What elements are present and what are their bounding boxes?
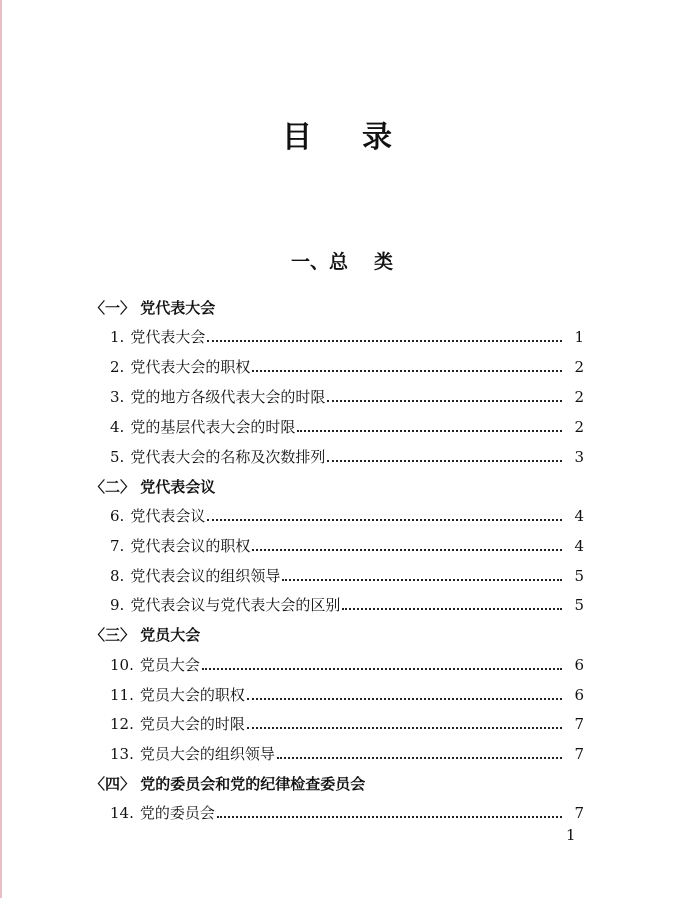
toc-leader-dots — [297, 429, 562, 432]
toc-leader-dots — [327, 459, 562, 462]
toc-entry[interactable] — [110, 416, 584, 438]
toc-entry-label: 党代表大会 — [130, 328, 206, 346]
toc-leader-dots — [247, 726, 562, 729]
toc-leader-dots — [217, 815, 562, 818]
toc-group-heading: 〈一〉 党代表大会 — [90, 299, 216, 317]
toc-entry-page: 6 — [574, 656, 584, 674]
toc-entry-label: 党代表大会的职权 — [130, 358, 251, 376]
toc-entry-label: 党代表大会的名称及次数排列 — [130, 448, 326, 466]
toc-entry-page: 1 — [574, 328, 584, 346]
toc-entry-label: 党员大会的时限 — [139, 715, 245, 733]
toc-entry-page: 7 — [574, 715, 584, 733]
toc-entry-page: 2 — [574, 418, 584, 436]
toc-entry[interactable] — [110, 684, 584, 706]
toc-leader-dots — [202, 667, 562, 670]
toc-entry-number: 11. — [110, 686, 134, 704]
toc-entry-number: 5. — [110, 448, 125, 466]
section-heading — [0, 247, 674, 274]
toc-entry-label: 党的委员会 — [139, 804, 215, 822]
toc-entry[interactable] — [110, 535, 584, 557]
toc-entry-number: 10. — [110, 656, 134, 674]
toc-entry-page: 5 — [574, 596, 584, 614]
toc-entry-label: 党的基层代表大会的时限 — [130, 418, 296, 436]
section-heading-part-1: 一、总 — [290, 251, 348, 273]
toc-leader-dots — [247, 697, 562, 700]
toc-entry-label: 党的地方各级代表大会的时限 — [130, 388, 326, 406]
toc-entry-label: 党员大会的组织领导 — [139, 745, 275, 763]
toc-entry-number: 14. — [110, 804, 134, 822]
section-heading-part-2: 类 — [374, 251, 394, 273]
toc-entry[interactable] — [110, 356, 584, 378]
toc-entry[interactable] — [110, 326, 584, 348]
title-char-1: 目 — [282, 120, 312, 155]
toc-entry[interactable] — [110, 713, 584, 735]
toc-entry-label: 党代表会议 — [130, 507, 206, 525]
toc-leader-dots — [342, 607, 562, 610]
toc-leader-dots — [252, 369, 562, 372]
toc-entry[interactable] — [110, 386, 584, 408]
toc-entry-page: 2 — [574, 358, 584, 376]
toc-entry-page: 7 — [574, 804, 584, 822]
toc-entry-number: 8. — [110, 567, 125, 585]
toc-leader-dots — [252, 548, 562, 551]
page-number: 1 — [566, 826, 576, 844]
toc-entry-label: 党员大会 — [139, 656, 200, 674]
toc-entry-page: 2 — [574, 388, 584, 406]
toc-entry-number: 12. — [110, 715, 134, 733]
toc-entry-number: 2. — [110, 358, 125, 376]
toc-entry-number: 1. — [110, 328, 125, 346]
toc-entry-page: 3 — [574, 448, 584, 466]
toc-entry-label: 党代表会议的组织领导 — [130, 567, 281, 585]
toc-leader-dots — [207, 339, 562, 342]
toc-entry-page: 7 — [574, 745, 584, 763]
toc-entry[interactable] — [110, 505, 584, 527]
toc-entry[interactable] — [110, 802, 584, 824]
toc-entry-number: 7. — [110, 537, 125, 555]
toc-entry[interactable] — [110, 565, 584, 587]
toc-entry-page: 6 — [574, 686, 584, 704]
toc-entry-number: 3. — [110, 388, 125, 406]
toc-entry-page: 4 — [574, 507, 584, 525]
toc-entry[interactable] — [110, 594, 584, 616]
toc-entry-label: 党员大会的职权 — [139, 686, 245, 704]
toc-entry-page: 5 — [574, 567, 584, 585]
toc-group-heading: 〈三〉 党员大会 — [90, 626, 201, 644]
page-title — [0, 112, 674, 156]
toc-entry[interactable] — [110, 654, 584, 676]
toc-leader-dots — [207, 518, 562, 521]
toc-leader-dots — [282, 578, 562, 581]
title-char-2: 录 — [362, 120, 392, 155]
toc-entry[interactable] — [110, 446, 584, 468]
toc-entry-number: 9. — [110, 596, 125, 614]
toc-entry-number: 13. — [110, 745, 134, 763]
toc-group-heading: 〈四〉 党的委员会和党的纪律检查委员会 — [90, 775, 366, 793]
toc-group-heading: 〈二〉 党代表会议 — [90, 478, 216, 496]
toc-entry-number: 6. — [110, 507, 125, 525]
toc-entry-label: 党代表会议的职权 — [130, 537, 251, 555]
toc-entry[interactable] — [110, 743, 584, 765]
toc-entry-number: 4. — [110, 418, 125, 436]
toc-entry-label: 党代表会议与党代表大会的区别 — [130, 596, 341, 614]
toc-leader-dots — [277, 756, 562, 759]
toc-entry-page: 4 — [574, 537, 584, 555]
toc-leader-dots — [327, 399, 562, 402]
